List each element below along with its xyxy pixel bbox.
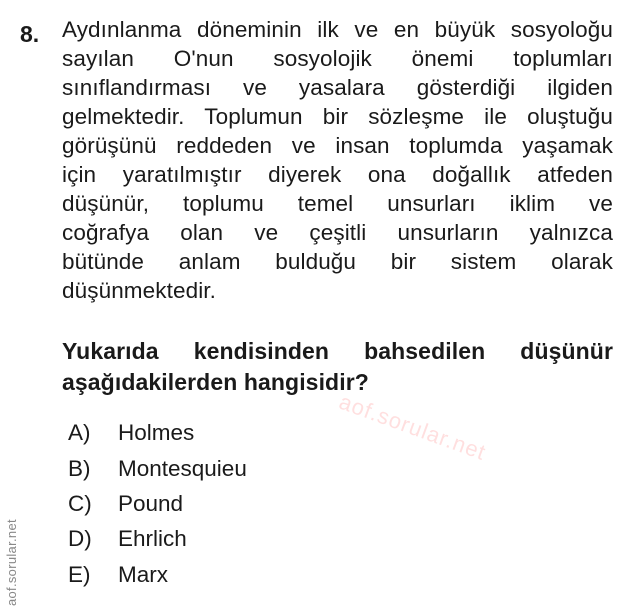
paragraph-line: düşünür, toplumu temel unsurları iklim ve bbox=[62, 191, 613, 216]
option-letter: E) bbox=[68, 562, 91, 587]
option-letter: D) bbox=[68, 526, 92, 551]
paragraph-line: bütünde anlam bulduğu bir sistem olarak bbox=[62, 249, 613, 274]
watermark-center: aof.sorular.net bbox=[335, 388, 490, 466]
stem-line: Yukarıda kendisinden bahsedilen düşünür bbox=[62, 338, 613, 364]
option-text: Ehrlich bbox=[118, 526, 187, 551]
option-letter: C) bbox=[68, 491, 92, 516]
option-text: Marx bbox=[118, 562, 168, 587]
option-b[interactable] bbox=[68, 452, 247, 486]
option-text: Holmes bbox=[118, 420, 195, 445]
paragraph-line: düşünmektedir. bbox=[62, 278, 216, 303]
paragraph-line: Aydınlanma döneminin ilk ve en büyük sosyoloğu bbox=[62, 17, 613, 42]
paragraph-line: sınıflandırması ve yasalara gösterdiği ilgiden bbox=[62, 75, 613, 100]
question-paragraph bbox=[62, 15, 613, 305]
paragraph-line: coğrafya olan ve çeşitli unsurların yalnızca bbox=[62, 220, 613, 245]
question-stem bbox=[62, 336, 613, 398]
paragraph-line: gelmektedir. Toplumun bir sözleşme ile oluştuğu bbox=[62, 104, 613, 129]
option-d[interactable] bbox=[68, 522, 187, 556]
option-a[interactable] bbox=[68, 416, 194, 450]
paragraph-line: sayılan O'nun sosyolojik önemi toplumları bbox=[62, 46, 613, 71]
option-text: Pound bbox=[118, 491, 184, 516]
option-c[interactable] bbox=[68, 487, 183, 521]
watermark-side: aof.sorular.net bbox=[4, 519, 19, 606]
paragraph-line: için yaratılmıştır diyerek ona doğallık atfeden bbox=[62, 162, 613, 187]
option-letter: A) bbox=[68, 420, 91, 445]
paragraph-line: görüşünü reddeden ve insan toplumda yaşamak bbox=[62, 133, 613, 158]
stem-line: aşağıdakilerden hangisidir? bbox=[62, 369, 369, 395]
option-letter: B) bbox=[68, 456, 91, 481]
question-number: 8. bbox=[20, 21, 40, 47]
option-e[interactable] bbox=[68, 558, 168, 592]
option-text: Montesquieu bbox=[118, 456, 247, 481]
